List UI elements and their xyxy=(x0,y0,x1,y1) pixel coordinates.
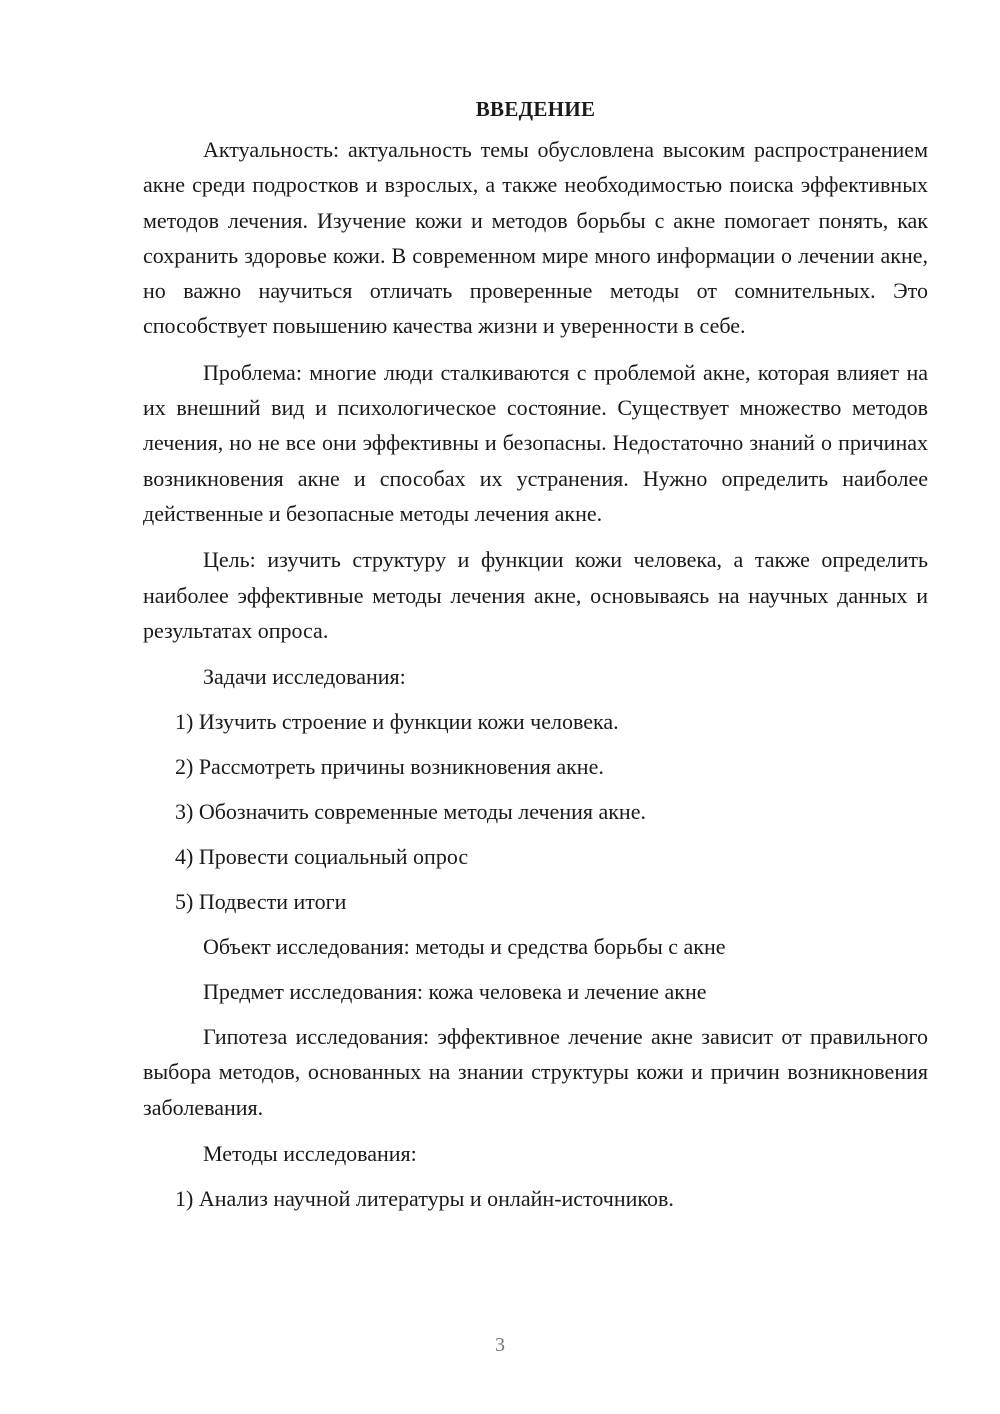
method-item-1: 1) Анализ научной литературы и онлайн-источников. xyxy=(175,1186,674,1212)
goal-paragraph: Цель: изучить структуру и функции кожи человека, а также определить наиболее эффективные методы лечения акне, основываясь на научных данных и результатах опроса. xyxy=(143,547,928,643)
research-object: Объект исследования: методы и средства борьбы с акне xyxy=(203,934,726,960)
page-number: 3 xyxy=(495,1334,505,1356)
hypothesis-paragraph: Гипотеза исследования: эффективное лечение акне зависит от правильного выбора методов, основанных на знании структуры кожи и причин возникновения заболевания. xyxy=(143,1024,928,1120)
task-item-1: 1) Изучить строение и функции кожи человека. xyxy=(175,709,619,735)
task-item-4: 4) Провести социальный опрос xyxy=(175,844,469,870)
research-subject: Предмет исследования: кожа человека и лечение акне xyxy=(203,979,707,1005)
relevance-paragraph: Актуальность: актуальность темы обусловлена высоким распространением акне среди подростков и взрослых, а также необходимостью поиска эффективных методов лечения. Изучение кожи и методов борьбы с акне помогает понять, как сохранить здоровье кожи. В современном мире много информации о лечении акне, но важно научиться отличать проверенные методы от сомнительных. Это способствует повышению качества жизни и уверенности в себе. xyxy=(143,137,928,339)
task-item-3: 3) Обозначить современные методы лечения акне. xyxy=(175,799,646,825)
tasks-heading: Задачи исследования: xyxy=(203,664,406,690)
page-title: ВВЕДЕНИЕ xyxy=(475,97,596,121)
document-page xyxy=(143,94,928,1226)
task-item-2: 2) Рассмотреть причины возникновения акне. xyxy=(175,754,604,780)
methods-heading: Методы исследования: xyxy=(203,1141,417,1167)
task-item-5: 5) Подвести итоги xyxy=(175,889,347,915)
problem-paragraph: Проблема: многие люди сталкиваются с проблемой акне, которая влияет на их внешний вид и психологическое состояние. Существует множество методов лечения, но не все они эффективны и безопасны. Недостаточно знаний о причинах возникновения акне и способах их устранения. Нужно определить наиболее действенные и безопасные методы лечения акне. xyxy=(143,359,928,526)
